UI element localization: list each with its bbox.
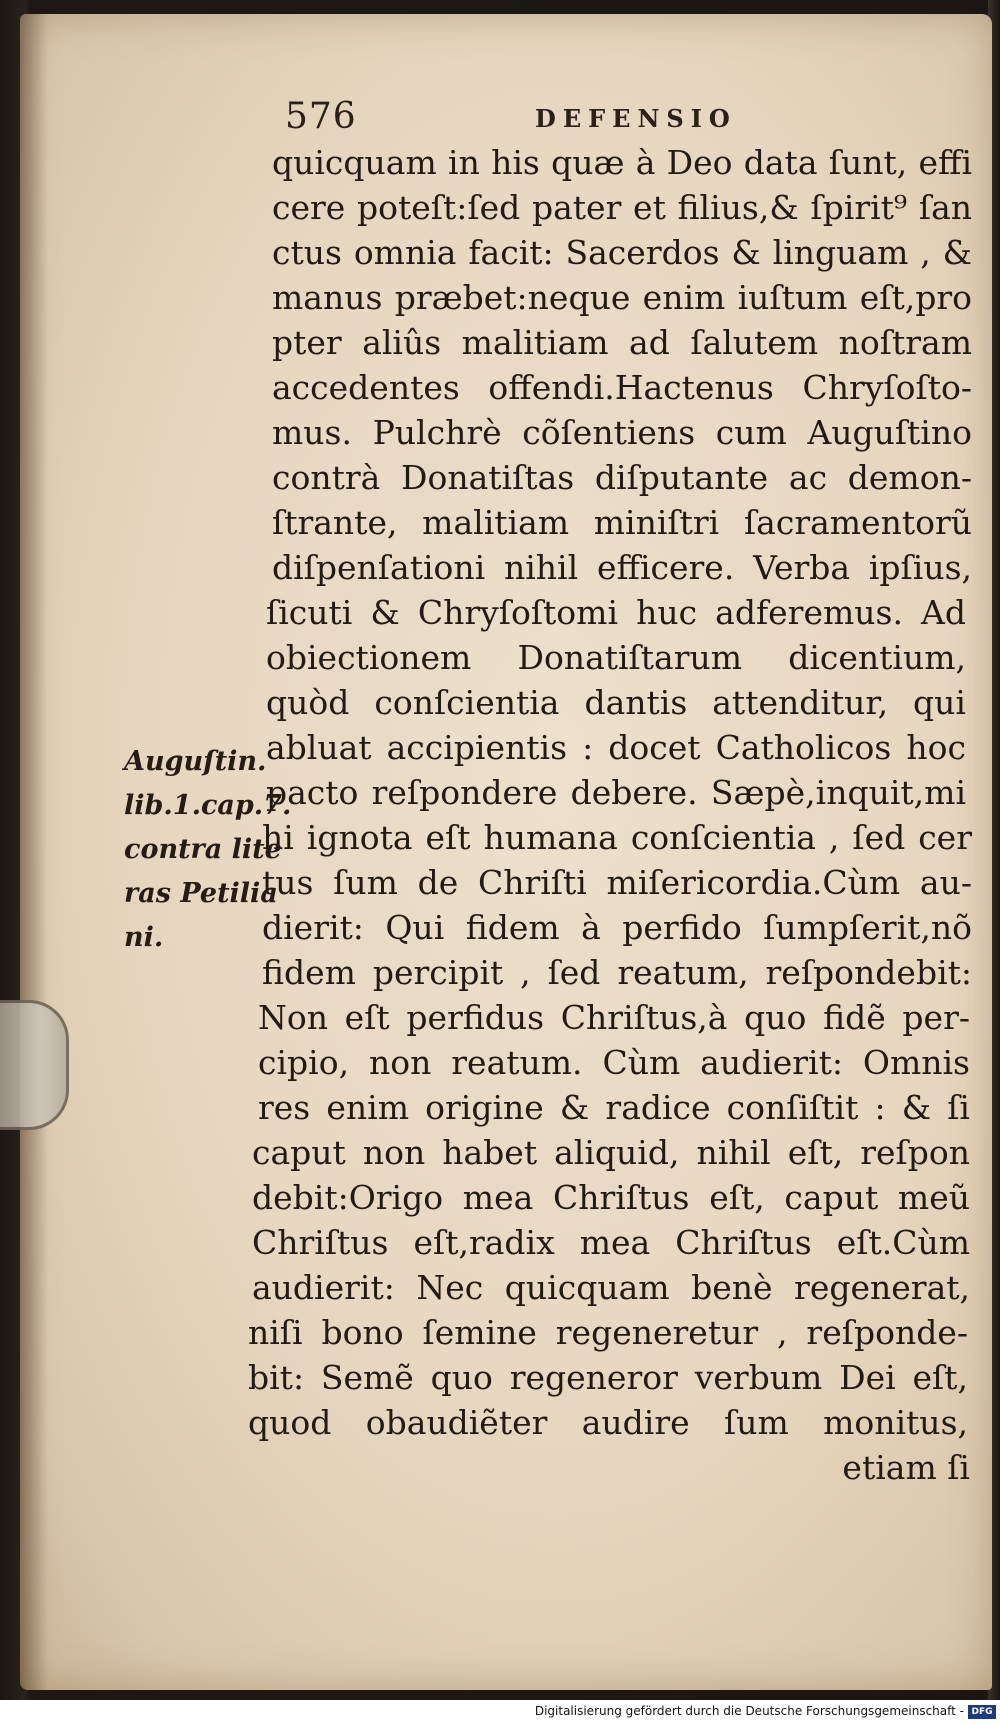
- body-line: pacto reſpondere debere. Sæpè,inquit,mi: [266, 773, 966, 812]
- body-line: quod obaudiẽter audire ſum monitus,: [248, 1403, 968, 1442]
- digitization-footer: [0, 1700, 1000, 1725]
- body-line: ctus omnia facit: Sacerdos & linguam , &: [272, 233, 972, 272]
- body-line: res enim origine & radice conſiſtit : & ſi: [258, 1088, 970, 1127]
- body-line: audierit: Nec quicquam benè regenerat,: [252, 1268, 970, 1307]
- body-line: contrà Donatiſtas diſputante ac demon-: [272, 458, 972, 497]
- body-line: niſi bono ſemine regeneretur , reſponde-: [248, 1313, 968, 1352]
- body-line: accedentes offendi.Hactenus Chryſoſto-: [272, 368, 972, 407]
- page-header: [285, 96, 845, 146]
- body-line: cere poteſt:ſed pater et filius,& ſpirit⁹ ſan: [272, 188, 972, 227]
- body-line: obiectionem Donatiſtarum dicentium,: [266, 638, 966, 677]
- marginal-note-line: Auguſtin.: [124, 746, 267, 777]
- body-line: debit:Origo mea Chriſtus eſt, caput meũ: [252, 1178, 970, 1217]
- body-line: ſtrante, malitiam miniſtri ſacramentorũ: [272, 503, 972, 542]
- body-line: ſicuti & Chryſoſtomi huc adferemus. Ad: [266, 593, 966, 632]
- body-line: Chriſtus eſt,radix mea Chriſtus eſt.Cùm: [252, 1223, 970, 1262]
- marginal-note: [124, 740, 292, 960]
- body-line: hi ignota eſt humana conſcientia , ſed cer: [262, 818, 972, 857]
- body-line: manus præbet:neque enim iuſtum eſt,pro: [272, 278, 972, 317]
- catchword: etiam ſi: [842, 1448, 970, 1487]
- spine-shadow: [20, 14, 48, 1690]
- body-line: abluat accipientis : docet Catholicos hoc: [266, 728, 966, 767]
- body-line: quicquam in his quæ à Deo data ſunt, effi: [272, 143, 972, 182]
- body-line: pter aliûs malitiam ad ſalutem noſtram: [272, 323, 972, 362]
- body-line: tus ſum de Chriſti miſericordia.Cùm au-: [262, 863, 972, 902]
- body-line: cipio, non reatum. Cùm audierit: Omnis: [258, 1043, 970, 1082]
- body-line: mus. Pulchrè cõſentiens cum Auguſtino: [272, 413, 972, 452]
- body-line: fidem percipit , ſed reatum, reſpondebit:: [262, 953, 972, 992]
- marginal-note-line: ras Petilia: [124, 878, 278, 909]
- book-clasp: [0, 1000, 69, 1130]
- body-line: Non eſt perfidus Chriſtus,à quo fidẽ per-: [258, 998, 970, 1037]
- marginal-note-line: contra lite: [124, 834, 282, 865]
- marginal-note-line: lib.1.cap.7.: [124, 790, 292, 821]
- body-line: bit: Semẽ quo regeneror verbum Dei eſt,: [248, 1358, 968, 1397]
- page-number: 576: [285, 96, 357, 137]
- dfg-logo: DFG: [968, 1705, 996, 1719]
- body-line: dierit: Qui fidem à perfido ſumpſerit,nõ: [262, 908, 972, 947]
- running-head: DEFENSIO: [535, 104, 737, 133]
- body-line: diſpenſationi nihil efficere. Verba ipſius,: [272, 548, 972, 587]
- marginal-note-line: ni.: [124, 922, 164, 953]
- footer-credit: Digitalisierung gefördert durch die Deutsche Forschungsgemeinschaft -: [534, 1704, 964, 1718]
- body-line: quòd conſcientia dantis attenditur, qui: [266, 683, 966, 722]
- body-line: caput non habet aliquid, nihil eſt, reſpon: [252, 1133, 970, 1172]
- body-text: [248, 140, 972, 1490]
